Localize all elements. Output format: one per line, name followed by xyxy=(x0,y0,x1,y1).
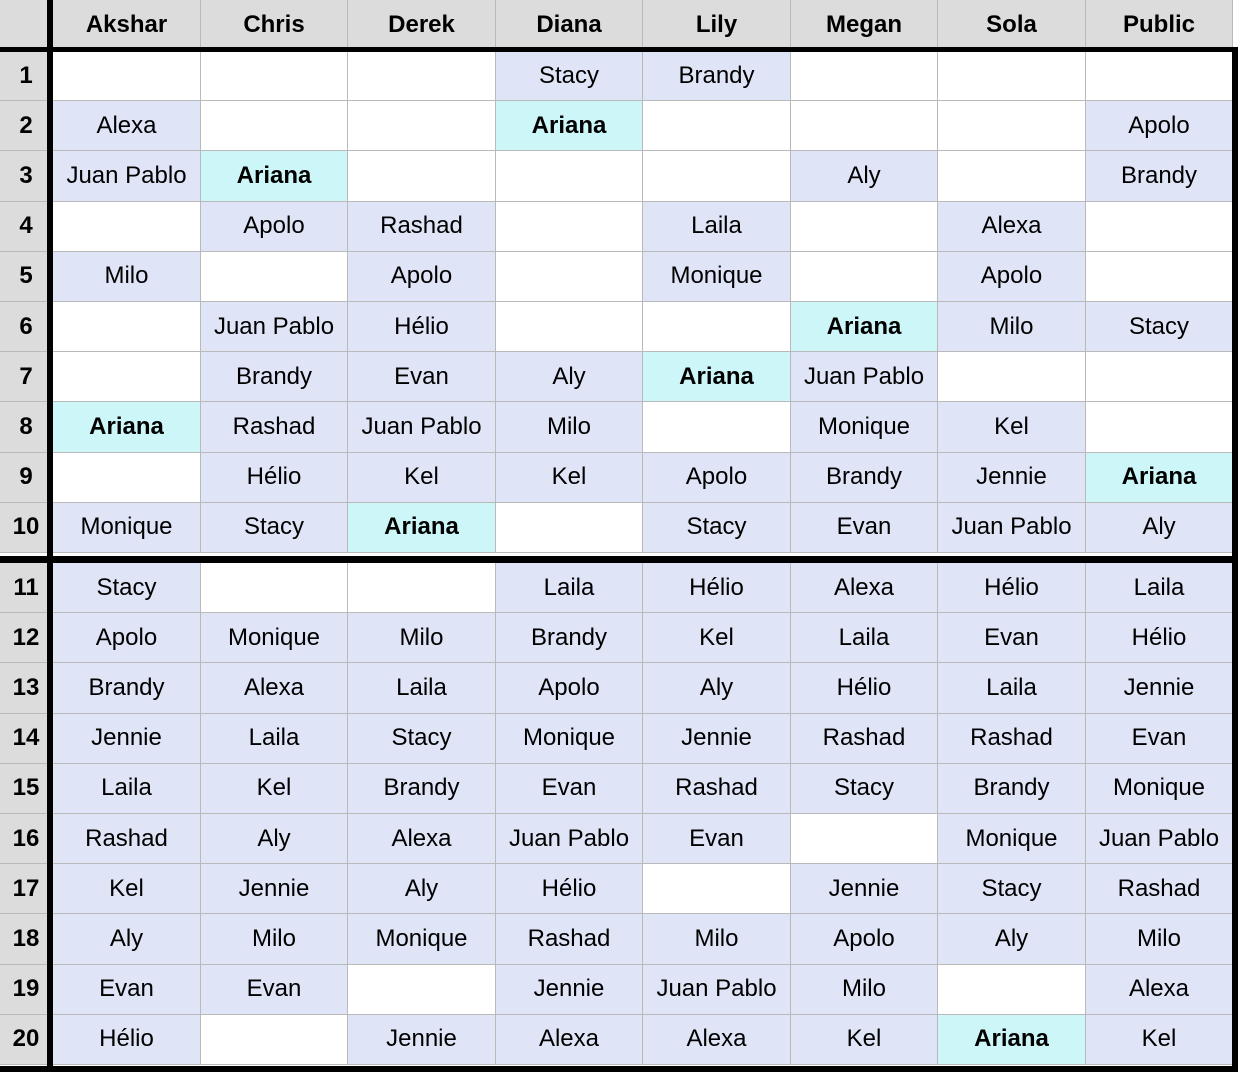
grid-cell[interactable]: Evan xyxy=(938,613,1086,663)
grid-cell[interactable] xyxy=(1086,402,1233,452)
grid-cell[interactable] xyxy=(201,563,348,613)
grid-cell[interactable]: Alexa xyxy=(348,814,496,864)
row-number[interactable]: 11 xyxy=(0,563,53,613)
row-number[interactable]: 3 xyxy=(0,151,53,201)
grid-cell[interactable]: Milo xyxy=(643,914,791,964)
grid-cell[interactable]: Ariana xyxy=(791,302,938,352)
grid-cell[interactable]: Alexa xyxy=(938,202,1086,252)
row-number[interactable]: 18 xyxy=(0,914,53,964)
grid-cell[interactable]: Ariana xyxy=(348,503,496,553)
grid-cell[interactable] xyxy=(348,151,496,201)
row-number[interactable]: 5 xyxy=(0,252,53,302)
grid-cell[interactable]: Kel xyxy=(938,402,1086,452)
grid-cell[interactable]: Kel xyxy=(201,764,348,814)
right-border xyxy=(1232,47,1238,1072)
grid-cell[interactable] xyxy=(791,101,938,151)
grid-cell[interactable] xyxy=(643,151,791,201)
grid-cell[interactable] xyxy=(53,302,201,352)
grid-cell[interactable] xyxy=(1086,352,1233,402)
grid-cell[interactable]: Aly xyxy=(1086,503,1233,553)
grid-cell[interactable] xyxy=(643,101,791,151)
grid-cell[interactable]: Hélio xyxy=(643,563,791,613)
grid-cell[interactable]: Laila xyxy=(496,563,643,613)
grid-cell[interactable]: Jennie xyxy=(53,714,201,764)
grid-cell[interactable]: Juan Pablo xyxy=(496,814,643,864)
grid-cell[interactable]: Brandy xyxy=(496,613,643,663)
row-number[interactable]: 6 xyxy=(0,302,53,352)
grid-cell[interactable]: Juan Pablo xyxy=(201,302,348,352)
grid-cell[interactable] xyxy=(1086,51,1233,101)
row-number[interactable]: 13 xyxy=(0,663,53,713)
grid-cell[interactable]: Monique xyxy=(348,914,496,964)
grid-cell[interactable]: Laila xyxy=(791,613,938,663)
grid-cell[interactable]: Brandy xyxy=(201,352,348,402)
grid-cell[interactable]: Juan Pablo xyxy=(53,151,201,201)
grid-cell[interactable]: Stacy xyxy=(791,764,938,814)
grid-cell[interactable]: Hélio xyxy=(496,864,643,914)
grid-cell[interactable]: Stacy xyxy=(201,503,348,553)
grid-cell[interactable] xyxy=(496,503,643,553)
grid-cell[interactable] xyxy=(201,1015,348,1065)
grid-cell[interactable]: Aly xyxy=(201,814,348,864)
bottom-border xyxy=(0,1066,1238,1072)
grid-cell[interactable]: Ariana xyxy=(53,402,201,452)
grid-cell[interactable] xyxy=(643,402,791,452)
grid-cell[interactable]: Kel xyxy=(1086,1015,1233,1065)
row-number[interactable]: 14 xyxy=(0,714,53,764)
grid-cell[interactable]: Alexa xyxy=(791,563,938,613)
row-number[interactable]: 8 xyxy=(0,402,53,452)
grid-cell[interactable]: Laila xyxy=(53,764,201,814)
grid-cell[interactable]: Apolo xyxy=(496,663,643,713)
grid-cell[interactable]: Brandy xyxy=(791,453,938,503)
grid-cell[interactable]: Brandy xyxy=(1086,151,1233,201)
grid-cell[interactable]: Stacy xyxy=(643,503,791,553)
grid-cell[interactable] xyxy=(791,202,938,252)
row-header-divider xyxy=(47,0,53,1072)
grid-cell[interactable]: Milo xyxy=(53,252,201,302)
grid-cell[interactable]: Jennie xyxy=(938,453,1086,503)
grid-cell[interactable]: Evan xyxy=(1086,714,1233,764)
grid-cell[interactable]: Rashad xyxy=(496,914,643,964)
grid-cell[interactable]: Jennie xyxy=(1086,663,1233,713)
grid-cell[interactable]: Hélio xyxy=(201,453,348,503)
column-header-megan[interactable]: Megan xyxy=(791,0,938,51)
grid-cell[interactable]: Kel xyxy=(53,864,201,914)
grid-cell[interactable]: Rashad xyxy=(643,764,791,814)
grid-cell[interactable]: Juan Pablo xyxy=(1086,814,1233,864)
grid-cell[interactable]: Rashad xyxy=(53,814,201,864)
grid-cell[interactable]: Monique xyxy=(53,503,201,553)
header-divider xyxy=(0,47,1238,52)
grid-cell[interactable] xyxy=(1086,252,1233,302)
row-number[interactable]: 7 xyxy=(0,352,53,402)
grid-cell[interactable] xyxy=(53,352,201,402)
grid-cell[interactable]: Aly xyxy=(53,914,201,964)
grid-cell[interactable] xyxy=(938,51,1086,101)
grid-cell[interactable]: Monique xyxy=(643,252,791,302)
grid-cell[interactable]: Rashad xyxy=(791,714,938,764)
grid-cell[interactable]: Apolo xyxy=(201,202,348,252)
grid-cell[interactable] xyxy=(791,51,938,101)
grid-cell[interactable] xyxy=(496,151,643,201)
row-number[interactable]: 2 xyxy=(0,101,53,151)
grid-cell[interactable]: Monique xyxy=(1086,764,1233,814)
column-header-public[interactable]: Public xyxy=(1086,0,1233,51)
grid-cell[interactable]: Juan Pablo xyxy=(348,402,496,452)
grid-cell[interactable]: Jennie xyxy=(791,864,938,914)
grid-cell[interactable]: Milo xyxy=(348,613,496,663)
grid-cell[interactable] xyxy=(201,101,348,151)
grid-cell[interactable]: Brandy xyxy=(53,663,201,713)
grid-cell[interactable]: Kel xyxy=(496,453,643,503)
grid-cell[interactable] xyxy=(496,202,643,252)
grid-cell[interactable]: Milo xyxy=(1086,914,1233,964)
grid-cell[interactable]: Milo xyxy=(496,402,643,452)
column-header-chris[interactable]: Chris xyxy=(201,0,348,51)
grid-cell[interactable]: Laila xyxy=(938,663,1086,713)
grid-cell[interactable]: Milo xyxy=(201,914,348,964)
grid-cell[interactable]: Jennie xyxy=(643,714,791,764)
grid-cell[interactable]: Aly xyxy=(791,151,938,201)
row-number[interactable]: 1 xyxy=(0,51,53,101)
grid-cell[interactable]: Laila xyxy=(643,202,791,252)
grid-cell[interactable]: Jennie xyxy=(348,1015,496,1065)
grid-cell[interactable]: Laila xyxy=(1086,563,1233,613)
grid-cell[interactable]: Evan xyxy=(201,965,348,1015)
row-number[interactable]: 4 xyxy=(0,202,53,252)
grid-cell[interactable] xyxy=(496,252,643,302)
grid-cell[interactable]: Hélio xyxy=(1086,613,1233,663)
top10-divider xyxy=(0,556,1238,563)
grid-cell[interactable]: Evan xyxy=(643,814,791,864)
grid-cell[interactable]: Juan Pablo xyxy=(938,503,1086,553)
row-number[interactable]: 15 xyxy=(0,764,53,814)
grid-cell[interactable]: Aly xyxy=(496,352,643,402)
grid-cell[interactable]: Evan xyxy=(791,503,938,553)
row-number[interactable]: 9 xyxy=(0,453,53,503)
grid-cell[interactable]: Rashad xyxy=(348,202,496,252)
grid-cell[interactable]: Aly xyxy=(938,914,1086,964)
grid-cell[interactable]: Jennie xyxy=(201,864,348,914)
grid-cell[interactable]: Hélio xyxy=(53,1015,201,1065)
grid-cell[interactable] xyxy=(1086,202,1233,252)
grid-cell[interactable]: Jennie xyxy=(496,965,643,1015)
grid-cell[interactable] xyxy=(643,864,791,914)
grid-cell[interactable]: Ariana xyxy=(201,151,348,201)
grid-cell[interactable]: Apolo xyxy=(53,613,201,663)
grid-cell[interactable]: Ariana xyxy=(643,352,791,402)
grid-cell[interactable]: Brandy xyxy=(643,51,791,101)
grid-cell[interactable]: Kel xyxy=(791,1015,938,1065)
grid-cell[interactable]: Stacy xyxy=(53,563,201,613)
grid-cell[interactable]: Ariana xyxy=(496,101,643,151)
grid-cell[interactable]: Stacy xyxy=(938,864,1086,914)
grid-cell[interactable]: Rashad xyxy=(938,714,1086,764)
grid-cell[interactable]: Evan xyxy=(53,965,201,1015)
grid-cell[interactable] xyxy=(201,252,348,302)
grid-cell[interactable] xyxy=(496,302,643,352)
grid-cell[interactable]: Hélio xyxy=(348,302,496,352)
grid-cell[interactable] xyxy=(791,252,938,302)
grid-cell[interactable] xyxy=(938,151,1086,201)
grid-cell[interactable]: Ariana xyxy=(938,1015,1086,1065)
row-number[interactable]: 20 xyxy=(0,1015,53,1065)
grid-cell[interactable] xyxy=(53,202,201,252)
grid-cell[interactable]: Milo xyxy=(938,302,1086,352)
grid-cell[interactable]: Alexa xyxy=(643,1015,791,1065)
grid-cell[interactable]: Stacy xyxy=(348,714,496,764)
grid-cell[interactable] xyxy=(791,814,938,864)
grid-cell[interactable]: Apolo xyxy=(643,453,791,503)
grid-cell[interactable]: Brandy xyxy=(938,764,1086,814)
grid-cell[interactable]: Evan xyxy=(496,764,643,814)
grid-cell[interactable]: Laila xyxy=(201,714,348,764)
grid-cell[interactable]: Apolo xyxy=(348,252,496,302)
column-header-lily[interactable]: Lily xyxy=(643,0,791,51)
grid-cell[interactable]: Alexa xyxy=(496,1015,643,1065)
grid-cell[interactable] xyxy=(348,51,496,101)
grid-cell[interactable] xyxy=(643,302,791,352)
grid-cell[interactable]: Alexa xyxy=(201,663,348,713)
grid-cell[interactable] xyxy=(348,563,496,613)
grid-cell[interactable]: Rashad xyxy=(201,402,348,452)
row-number[interactable]: 16 xyxy=(0,814,53,864)
grid-cell[interactable]: Apolo xyxy=(791,914,938,964)
grid-cell[interactable] xyxy=(201,51,348,101)
grid-cell[interactable] xyxy=(938,352,1086,402)
grid-cell[interactable] xyxy=(53,453,201,503)
grid-cell[interactable]: Aly xyxy=(643,663,791,713)
corner-cell xyxy=(0,0,53,51)
grid-cell[interactable]: Juan Pablo xyxy=(643,965,791,1015)
grid-cell[interactable]: Evan xyxy=(348,352,496,402)
grid-cell[interactable] xyxy=(938,101,1086,151)
grid-cell[interactable]: Stacy xyxy=(496,51,643,101)
grid-cell[interactable]: Alexa xyxy=(53,101,201,151)
column-header-diana[interactable]: Diana xyxy=(496,0,643,51)
grid-cell[interactable]: Milo xyxy=(791,965,938,1015)
grid-cell[interactable] xyxy=(938,965,1086,1015)
grid-cell[interactable]: Alexa xyxy=(1086,965,1233,1015)
grid-cell[interactable]: Aly xyxy=(348,864,496,914)
grid-cell[interactable]: Apolo xyxy=(1086,101,1233,151)
row-number[interactable]: 10 xyxy=(0,503,53,553)
grid-cell[interactable]: Rashad xyxy=(1086,864,1233,914)
grid-cell[interactable]: Monique xyxy=(201,613,348,663)
grid-cell[interactable]: Kel xyxy=(348,453,496,503)
grid-cell[interactable]: Kel xyxy=(643,613,791,663)
grid-cell[interactable]: Juan Pablo xyxy=(791,352,938,402)
row-number[interactable]: 19 xyxy=(0,965,53,1015)
row-number[interactable]: 12 xyxy=(0,613,53,663)
grid-cell[interactable]: Stacy xyxy=(1086,302,1233,352)
grid-cell[interactable]: Apolo xyxy=(938,252,1086,302)
column-header-derek[interactable]: Derek xyxy=(348,0,496,51)
column-header-sola[interactable]: Sola xyxy=(938,0,1086,51)
column-header-akshar[interactable]: Akshar xyxy=(53,0,201,51)
grid-cell[interactable]: Brandy xyxy=(348,764,496,814)
grid-cell[interactable]: Monique xyxy=(791,402,938,452)
grid-cell[interactable]: Hélio xyxy=(938,563,1086,613)
grid-cell[interactable]: Monique xyxy=(938,814,1086,864)
grid-cell[interactable] xyxy=(53,51,201,101)
grid-cell[interactable] xyxy=(348,101,496,151)
grid-cell[interactable] xyxy=(348,965,496,1015)
grid-cell[interactable]: Monique xyxy=(496,714,643,764)
grid-cell[interactable]: Hélio xyxy=(791,663,938,713)
grid-cell[interactable]: Ariana xyxy=(1086,453,1233,503)
row-number[interactable]: 17 xyxy=(0,864,53,914)
grid-cell[interactable]: Laila xyxy=(348,663,496,713)
